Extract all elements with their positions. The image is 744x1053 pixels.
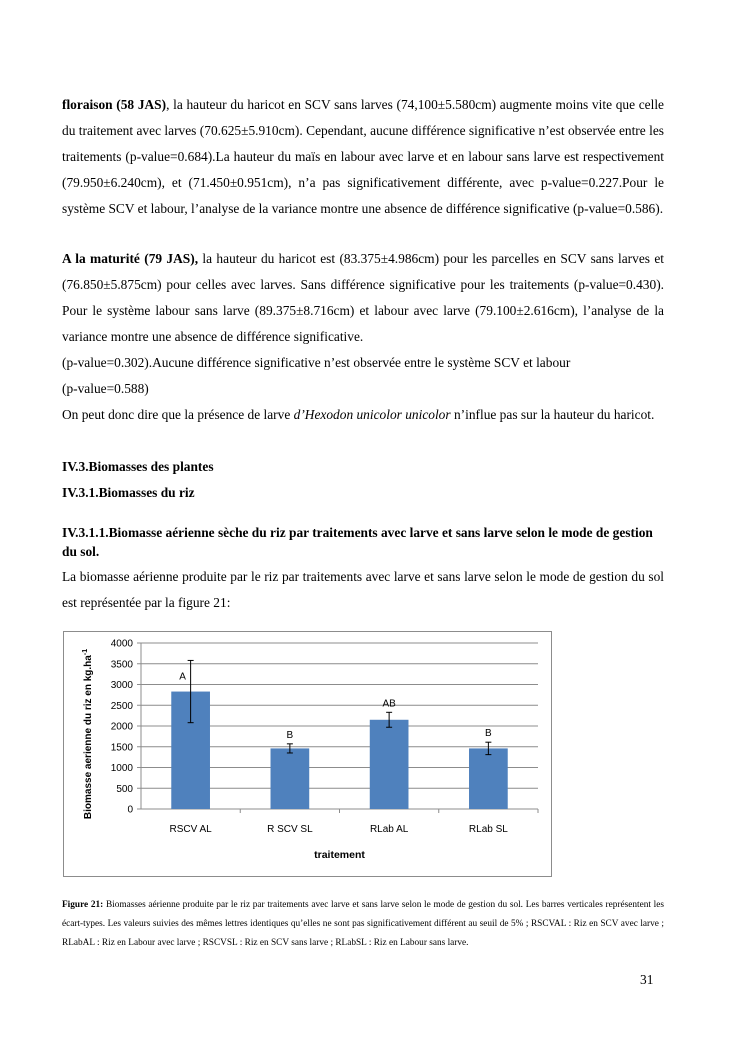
heading-biomasses-plantes: IV.3.Biomasses des plantes xyxy=(62,459,214,474)
bar xyxy=(271,748,310,809)
y-tick-label: 2500 xyxy=(110,700,133,712)
significance-letter: AB xyxy=(382,698,396,710)
paragraph-conclusion xyxy=(62,402,664,428)
significance-letter: B xyxy=(286,729,294,741)
x-tick-label: RLab AL xyxy=(369,824,409,835)
y-tick-label: 1500 xyxy=(110,742,133,754)
bar xyxy=(370,720,409,809)
page-number: 31 xyxy=(640,972,654,987)
y-axis-label-main: Biomasse aerienne du riz en kg.ha xyxy=(83,655,94,820)
y-tick-label: 1000 xyxy=(110,763,133,774)
paragraph-floraison xyxy=(62,92,664,222)
paragraph-figure-intro: La biomasse aérienne produite par le riz par traitements avec larve et sans larve selon le mode de gestion du sol est représentée par la figure 21: xyxy=(62,569,664,610)
x-tick-label: RLab SL xyxy=(468,824,508,835)
heading-biomasses-riz: IV.3.1.Biomasses du riz xyxy=(62,485,195,500)
caption-text: Biomasses aérienne produite par le riz par traitements avec larve et sans larve selon le mode de gestion du sol. Les barres verticales représentent les écart-types. Les valeurs suivies des mêmes lettres identiques qu’elles ne sont pas significativement différent au seuil de 5% ; RSCVAL : Riz en SCV avec larve ; RLabAL : Riz en Labour avec larve ; RSCVSL : Riz en SCV sans larve ; RLabSL : Riz en Labour sans larve. xyxy=(62,900,664,948)
heading-biomasse-aerienne: IV.3.1.1.Biomasse aérienne sèche du riz par traitements avec larve et sans larve selon le mode de gestion du sol. xyxy=(62,525,653,559)
y-tick-label: 3000 xyxy=(110,680,133,691)
caption-label: Figure 21: xyxy=(62,900,104,910)
conclusion-after: n’influe pas sur la hauteur du haricot. xyxy=(450,407,655,422)
y-axis-label-exponent: -1 xyxy=(82,648,89,656)
y-tick-label: 4000 xyxy=(110,638,133,650)
species-name: d’Hexodon unicolor unicolor xyxy=(293,407,451,422)
y-tick-label: 500 xyxy=(116,783,133,795)
bar xyxy=(469,748,508,809)
y-tick-label: 3500 xyxy=(110,659,133,671)
paragraph-maturite-text: la hauteur du haricot est (83.375±4.986cm) pour les parcelles en SCV sans larves et (76.850±5.875cm) pour celles avec larves. Sans différence significative pour les traitements (p-value=0.430). Pour le système labour sans larve (89.375±8.716cm) et labour avec larve (79.100±2.616cm), l’analyse de la variance montre une absence de différence significative. xyxy=(62,251,664,344)
significance-letter: B xyxy=(485,728,492,740)
chart-svg xyxy=(64,632,551,876)
paragraph-floraison-lead: floraison (58 JAS) xyxy=(62,97,167,112)
paragraph-floraison-text: , la hauteur du haricot en SCV sans larves (74,100±5.580cm) augmente moins vite que celle du traitement avec larves (70.625±5.910cm). Cependant, aucune différence significative n’est observée entre les traitements (p-value=0.684).La hauteur du maïs en labour avec larve et en labour sans larve est respectivement (79.950±6.240cm), et (71.450±0.951cm), n’a pas significativement différente, avec p-value=0.227.Pour le système SCV et labour, l’analyse de la variance montre une absence de différence significative (p-value=0.586). xyxy=(62,97,664,216)
conclusion-before: On peut donc dire que la présence de larve xyxy=(62,407,294,422)
figure-21-chart xyxy=(63,631,552,877)
y-tick-label: 0 xyxy=(127,804,133,816)
x-axis-label: traitement xyxy=(314,849,365,861)
paragraph-maturite-lead: A la maturité (79 JAS), xyxy=(62,251,199,266)
y-axis-label xyxy=(82,649,94,819)
x-tick-label: R SCV SL xyxy=(267,824,313,835)
significance-letter: A xyxy=(179,671,186,683)
x-tick-label: RSCV AL xyxy=(169,824,212,835)
paragraph-pvalue-302: (p-value=0.302).Aucune différence significative n’est observée entre le système SCV et labour xyxy=(62,355,571,370)
figure-caption xyxy=(62,896,664,953)
y-tick-label: 2000 xyxy=(110,721,133,733)
paragraph-pvalue-588: (p-value=0.588) xyxy=(62,381,149,396)
paragraph-maturite xyxy=(62,246,664,350)
